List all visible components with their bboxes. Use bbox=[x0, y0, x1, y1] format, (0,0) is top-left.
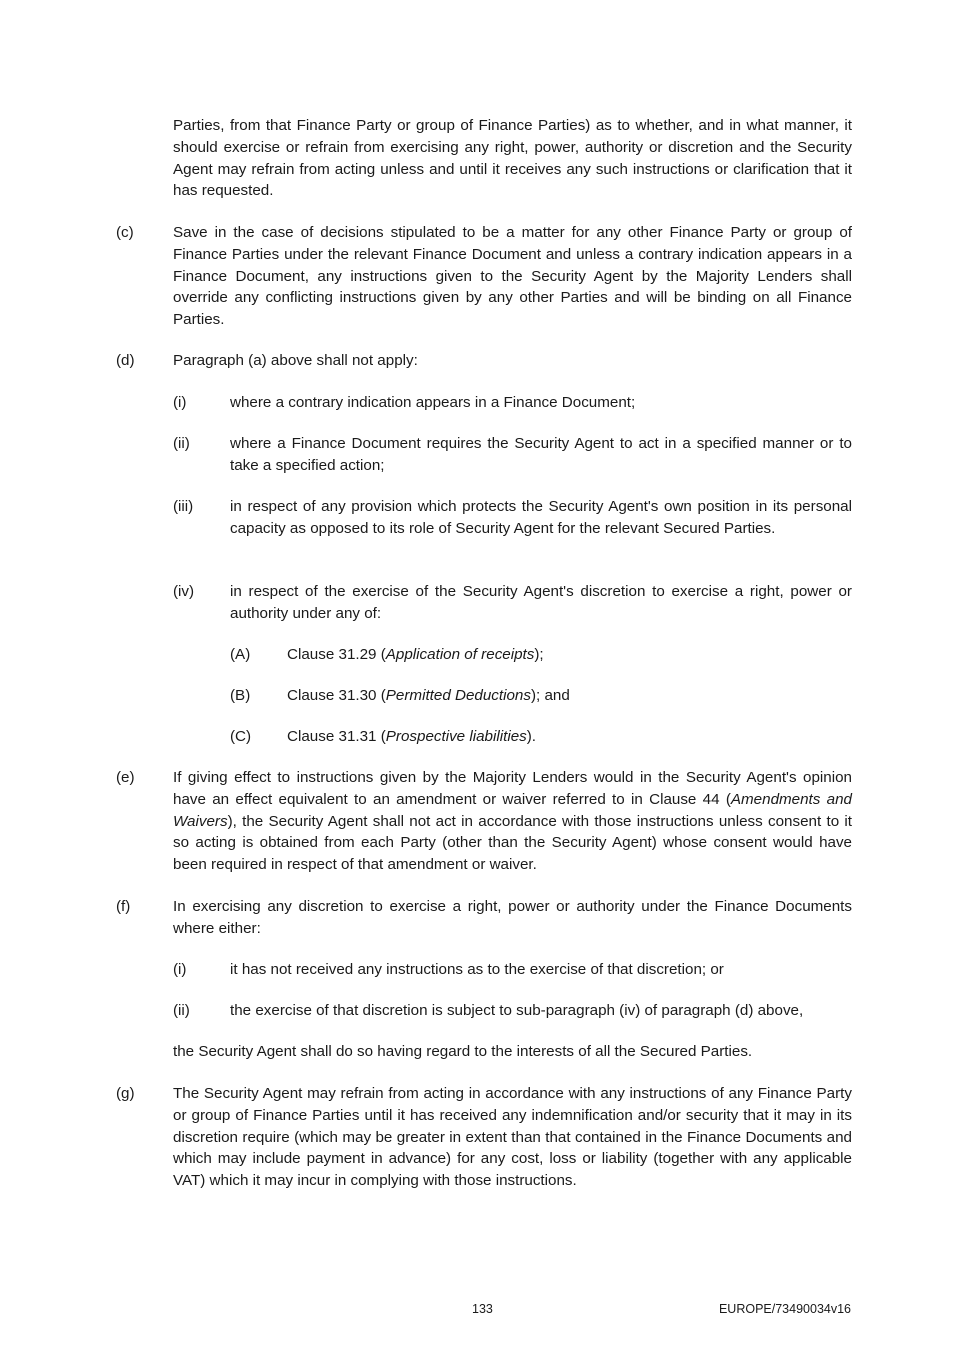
para-g-text: The Security Agent may refrain from acting in accordance with any instructions of any Finance Party or group of Finance Parties until it has received any indemnification and/or security that it may in its discretion require (which may be greater in extent than that contained in the Finance Documents and which may include payment in advance) for any cost, loss or liability (together with any applicable VAT) which it may incur in complying with those instructions. bbox=[173, 1085, 852, 1190]
para-d-label: (d) bbox=[116, 352, 135, 369]
para-d-iii-text: in respect of any provision which protects the Security Agent's own position in its personal capacity as opposed to its role of Security Agent for the relevant Secured Parties. bbox=[230, 498, 852, 537]
para-f-ii-text: the exercise of that discretion is subject to sub-paragraph (iv) of paragraph (d) above, bbox=[230, 1002, 804, 1019]
para-g-label: (g) bbox=[116, 1085, 135, 1102]
page-number: 133 bbox=[472, 1302, 493, 1316]
para-c-label: (c) bbox=[116, 224, 134, 241]
para-f-text: In exercising any discretion to exercise a right, power or authority under the Finance Documents where either: bbox=[173, 898, 852, 937]
para-d-ii-label: (ii) bbox=[173, 435, 190, 452]
document-reference: EUROPE/73490034v16 bbox=[718, 1302, 851, 1316]
para-f-ii-label: (ii) bbox=[173, 1002, 190, 1019]
para-d-i-label: (i) bbox=[173, 394, 187, 411]
para-d-B-label: (B) bbox=[230, 687, 251, 704]
para-f-closing: the Security Agent shall do so having regard to the interests of all the Secured Parties. bbox=[173, 1043, 753, 1060]
continuation-paragraph: Parties, from that Finance Party or group of Finance Parties) as to whether, and in what manner, it should exercise or refrain from exercising any right, power, authority or discretion and the Security Agent may refrain from acting unless and until it receives any such instructions or clarification that it has requested. bbox=[173, 117, 852, 200]
para-d-ii-text: where a Finance Document requires the Security Agent to act in a specified manner or to take a specified action; bbox=[230, 435, 852, 474]
para-d-A-text: Clause 31.29 (Application of receipts); bbox=[287, 646, 544, 663]
para-d-i-text: where a contrary indication appears in a Finance Document; bbox=[230, 394, 636, 411]
clause-title: Prospective liabilities bbox=[385, 728, 527, 745]
para-c-text: Save in the case of decisions stipulated to be a matter for any other Finance Party or group of Finance Parties under the relevant Finance Document and unless a contrary indication appears in a Finance Document, any instructions given to the Security Agent by the Majority Lenders shall override any conflicting instructions given by any other Parties and will be binding on all Finance Parties. bbox=[173, 224, 852, 329]
para-f-i-label: (i) bbox=[173, 961, 187, 978]
clause-title: Permitted Deductions bbox=[385, 687, 531, 704]
para-d-text: Paragraph (a) above shall not apply: bbox=[173, 352, 418, 369]
para-d-C-label: (C) bbox=[230, 728, 252, 745]
para-d-iv-label: (iv) bbox=[173, 583, 195, 600]
para-f-i-text: it has not received any instructions as to the exercise of that discretion; or bbox=[230, 961, 724, 978]
clause-title: Amendments and Waivers bbox=[173, 790, 852, 830]
para-f-label: (f) bbox=[116, 898, 131, 915]
para-e-text: If giving effect to instructions given by the Majority Lenders would in the Security Agent's opinion have an effect equivalent to an amendment or waiver referred to in Clause 44 (Amendments and Waivers), the Security Agent shall not act in accordance with those instructions unless consent to it so acting is obtained from each Party (other than the Security Agent) whose consent would have been required in respect of that amendment or waiver. bbox=[173, 769, 852, 874]
para-d-B-text: Clause 31.30 (Permitted Deductions); and bbox=[287, 687, 570, 704]
para-d-C-text: Clause 31.31 (Prospective liabilities). bbox=[287, 728, 537, 745]
para-d-A-label: (A) bbox=[230, 646, 251, 663]
para-e-label: (e) bbox=[116, 769, 135, 786]
para-d-iv-text: in respect of the exercise of the Security Agent's discretion to exercise a right, power or authority under any of: bbox=[230, 583, 852, 622]
clause-title: Application of receipts bbox=[385, 646, 535, 663]
para-d-iii-label: (iii) bbox=[173, 498, 194, 515]
